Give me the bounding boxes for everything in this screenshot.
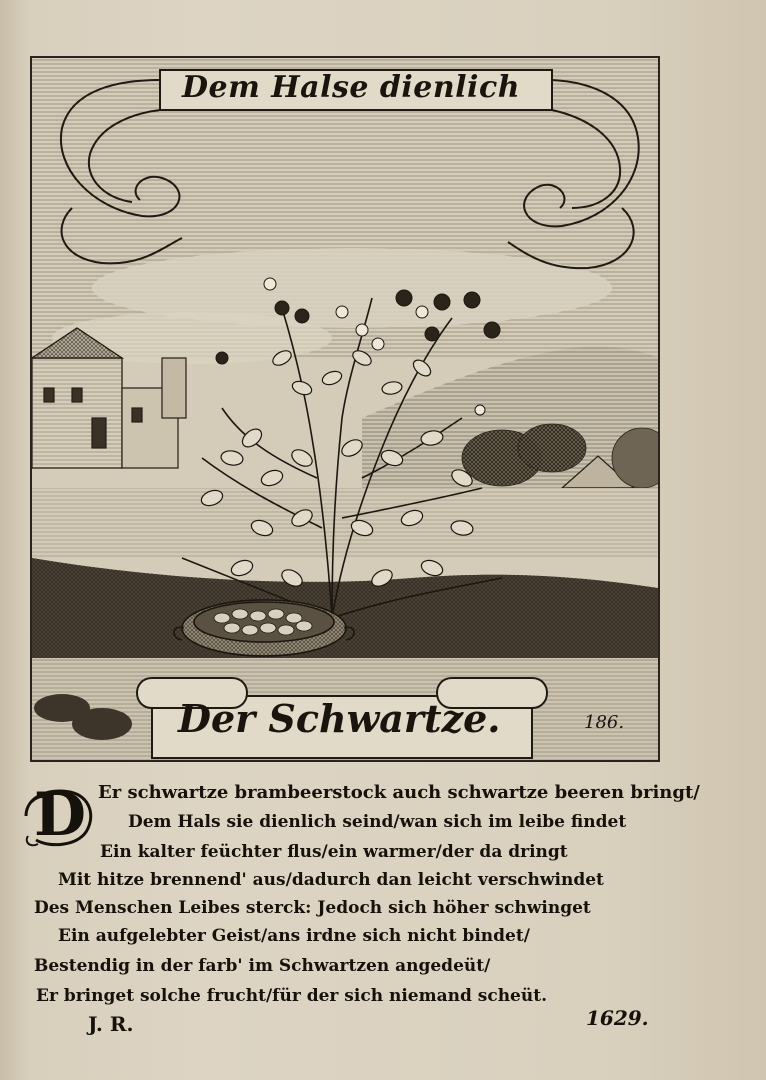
dropcap-letter: D <box>33 780 87 850</box>
poem-line: Er bringet solche frucht/für der sich niemand scheüt. <box>36 986 547 1006</box>
plant-name: Der Schwartze. <box>178 696 501 741</box>
plate-motto: Dem Halse dienlich <box>182 70 521 105</box>
poem-line: Dem Hals sie dienlich seind/wan sich im leibe findet <box>128 812 627 832</box>
poem-line: Des Menschen Leibes sterck: Jedoch sich höher schwinget <box>34 898 591 918</box>
author-initials: J. R. <box>88 1012 134 1036</box>
engraving-plate <box>30 56 660 762</box>
poem-line: Ein kalter feüchter flus/ein warmer/der da dringt <box>100 842 568 862</box>
engraving-illustration <box>32 58 658 760</box>
plate-number: 186. <box>584 712 625 733</box>
poem-line: Er schwartze brambeerstock auch schwartze beeren bringt/ <box>98 782 700 803</box>
poem-line: Mit hitze brennend' aus/dadurch dan leicht verschwindet <box>58 870 604 890</box>
publication-year: 1629. <box>586 1006 649 1030</box>
poem-line: Bestendig in der farb' im Schwartzen angedeüt/ <box>34 956 491 976</box>
poem-line: Ein aufgelebter Geist/ans irdne sich nicht bindet/ <box>58 926 530 946</box>
